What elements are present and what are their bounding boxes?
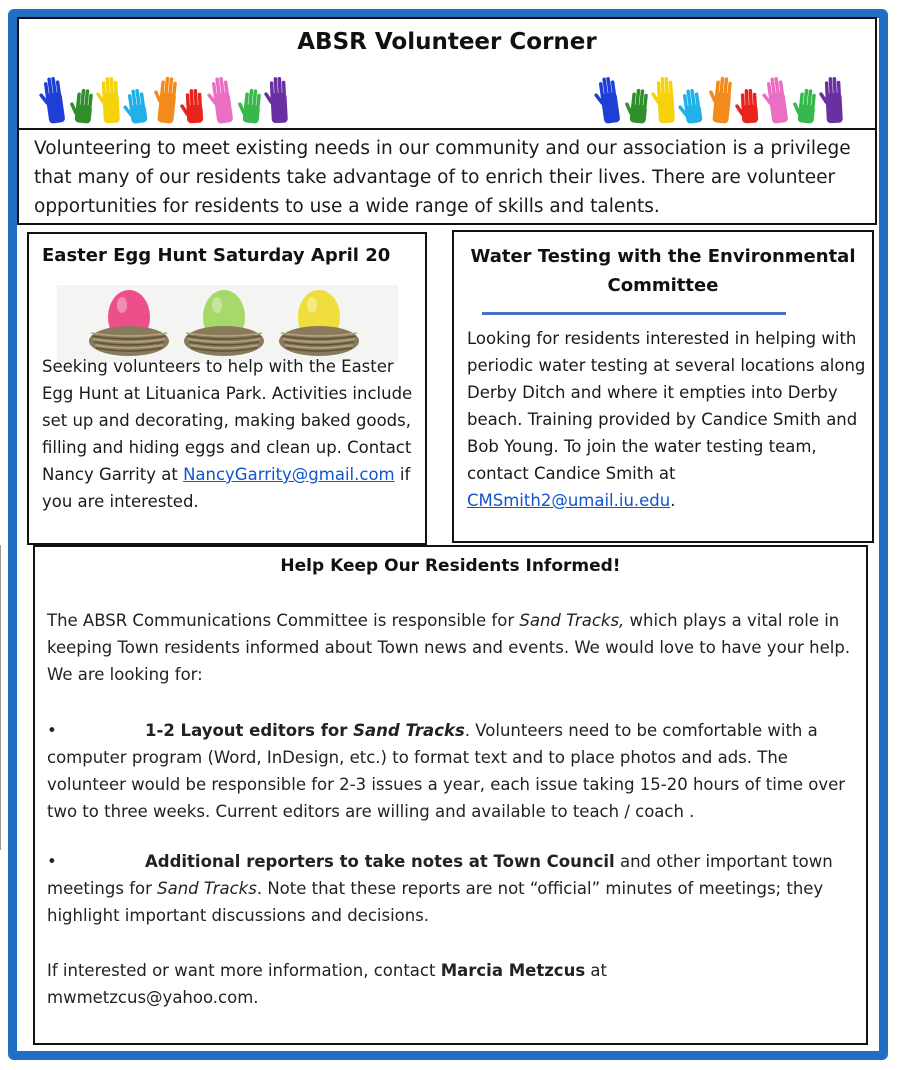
bullet1-rest: . Volunteers need to be comfortable with a computer program (Word, InDesign, etc.) to format text and to place photos and ads. The volunteer would be responsible for 2-3 issues a year, each issue taking 15-20 hours of time over two to three weeks. Current editors are willing and available to teach / coach . bbox=[47, 721, 846, 821]
help-contact-paragraph bbox=[47, 957, 857, 1011]
hand-icon bbox=[650, 77, 675, 124]
bullet-layout-editors bbox=[47, 717, 857, 825]
hands-illustration-right bbox=[594, 69, 852, 125]
hand-icon bbox=[760, 76, 789, 125]
hand-icon bbox=[179, 89, 203, 124]
hand-icon bbox=[236, 88, 262, 124]
help-informed-box bbox=[33, 545, 868, 1045]
bullet2-bold: Additional reporters to take notes at Town Council bbox=[145, 852, 615, 871]
water-title: Water Testing with the Environmental Committee bbox=[470, 246, 856, 296]
hand-icon bbox=[818, 77, 843, 124]
help-title: Help Keep Our Residents Informed! bbox=[280, 556, 621, 576]
easter-body-end: if you are interested. bbox=[42, 465, 411, 511]
easter-body bbox=[42, 353, 427, 515]
water-testing-box bbox=[452, 230, 874, 543]
easter-body-text: Seeking volunteers to help with the Easter Egg Hunt at Lituanica Park. Activities include set up and decorating, making baked goods, filling and hiding eggs and clean up. Contact Nancy Garrity at bbox=[42, 357, 413, 484]
help-p1-text: The ABSR Communications Committee is responsible for bbox=[47, 611, 520, 630]
bullet-reporters bbox=[47, 848, 857, 929]
hand-icon bbox=[705, 76, 732, 124]
hand-icon bbox=[734, 89, 758, 124]
water-body bbox=[467, 325, 872, 514]
bullet2-rest2: . Note that these reports are not “official” minutes of meetings; they highlight important discussions and decisions. bbox=[47, 879, 824, 925]
contact-after: at bbox=[585, 961, 607, 980]
hand-icon bbox=[676, 88, 703, 125]
nancy-email-link[interactable]: NancyGarrity@gmail.com bbox=[183, 465, 395, 484]
water-body-text: Looking for residents interested in helping with periodic water testing at several locations along Derby Ditch and where it empties into Derby beach. Training provided by Candice Smith and Bob Young. To join the water testing team, contact Candice Smith at bbox=[467, 329, 866, 483]
help-p1-rest: which plays a vital role in keeping Town residents informed about Town news and events. We would love to have your help. We are looking for: bbox=[47, 611, 851, 684]
bullet1-bold-italic: Sand Tracks bbox=[353, 721, 465, 740]
help-intro-paragraph bbox=[47, 607, 857, 688]
water-body-end: . bbox=[670, 491, 676, 510]
hand-icon bbox=[121, 88, 148, 125]
water-title-rule bbox=[482, 312, 786, 315]
eggs-in-nests-image bbox=[57, 285, 398, 363]
easter-title: Easter Egg Hunt Saturday April 20 bbox=[42, 245, 391, 266]
bullet1-bold: 1-2 Layout editors for bbox=[145, 721, 354, 740]
hand-icon bbox=[150, 76, 177, 124]
hand-icon bbox=[95, 77, 120, 124]
hands-illustration-left bbox=[39, 69, 297, 125]
header-box bbox=[17, 17, 877, 130]
page-title: ABSR Volunteer Corner bbox=[297, 29, 597, 55]
hand-icon bbox=[791, 88, 817, 124]
hand-icon bbox=[39, 76, 65, 125]
page-edge-line bbox=[0, 545, 1, 850]
hand-icon bbox=[205, 76, 234, 125]
easter-egg-hunt-box bbox=[27, 232, 427, 545]
bullet-marker: • bbox=[47, 852, 57, 871]
candice-email-link[interactable]: CMSmith2@umail.iu.edu bbox=[467, 491, 671, 510]
bullet2-italic: Sand Tracks bbox=[157, 879, 257, 898]
bullet2-rest1: and other important town meetings for bbox=[47, 852, 833, 898]
contact-name: Marcia Metzcus bbox=[440, 961, 586, 980]
hand-icon bbox=[68, 88, 94, 124]
hand-icon bbox=[594, 76, 620, 125]
hand-icon bbox=[263, 77, 288, 124]
contact-email[interactable]: mwmetzcus@yahoo.com. bbox=[47, 988, 259, 1007]
intro-text: Volunteering to meet existing needs in our community and our association is a privilege that many of our residents take advantage of to enrich their lives. There are volunteer opportunities for residents to use a wide range of skills and talents. bbox=[34, 138, 851, 217]
hand-icon bbox=[623, 88, 649, 124]
help-p1-italic: Sand Tracks, bbox=[519, 611, 625, 630]
bullet-marker: • bbox=[47, 721, 57, 740]
contact-text: If interested or want more information, contact bbox=[47, 961, 441, 980]
intro-box bbox=[17, 128, 877, 225]
